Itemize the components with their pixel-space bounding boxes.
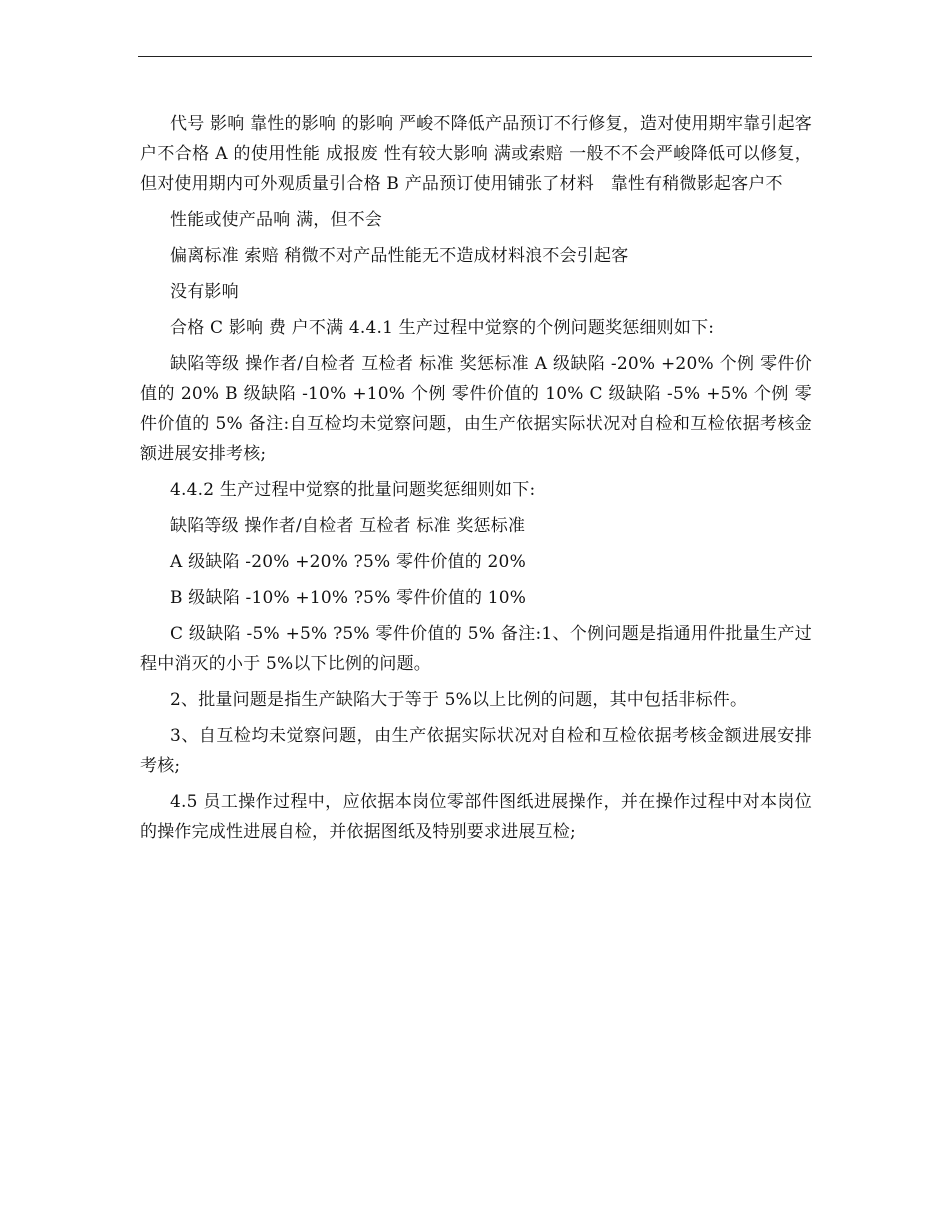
paragraph: 性能或使产品响 满，但不会 bbox=[170, 210, 383, 230]
paragraph: 没有影响 bbox=[170, 282, 239, 302]
paragraph: A 级缺陷 -20% +20% ?5% 零件价值的 20% bbox=[170, 552, 526, 572]
paragraph: 4.4.2 生产过程中觉察的批量问题奖惩细则如下: bbox=[170, 480, 536, 500]
document-body bbox=[140, 109, 812, 853]
paragraph: 缺陷等级 操作者/自检者 互检者 标准 奖惩标准 A 级缺陷 -20% +20% 个例 零件价值的 20% B 级缺陷 -10% +10% 个例 零件价值的 10% C 级缺陷 -5% +5% 个例 零件价值的 5% 备注:自互检均未觉察问题，由生产依据实际状况对自检和互检依据考核金额进展安排考核; bbox=[140, 354, 812, 464]
paragraph: 4.5 员工操作过程中，应依据本岗位零部件图纸进展操作，并在操作过程中对本岗位的操作完成性进展自检，并依据图纸及特别要求进展互检; bbox=[140, 792, 812, 842]
paragraph: B 级缺陷 -10% +10% ?5% 零件价值的 10% bbox=[170, 588, 527, 608]
header-rule bbox=[138, 56, 812, 57]
paragraph: 2、批量问题是指生产缺陷大于等于 5%以上比例的问题，其中包括非标件。 bbox=[170, 690, 748, 710]
paragraph: 代号 影响 靠性的影响 的影响 严峻不降低产品预订不行修复，造对使用期牢靠引起客户不合格 A 的使用性能 成报废 性有较大影响 满或索赔 一般不不会严峻降低可以修复，但对使用期内可外观质量引合格 B 产品预订使用铺张了材料 靠性有稍微影起客户不 bbox=[140, 114, 812, 194]
paragraph: 缺陷等级 操作者/自检者 互检者 标准 奖惩标准 bbox=[170, 516, 526, 536]
paragraph: 偏离标准 索赔 稍微不对产品性能无不造成材料浪不会引起客 bbox=[170, 246, 629, 266]
paragraph: 合格 C 影响 费 户不满 4.4.1 生产过程中觉察的个例问题奖惩细则如下: bbox=[170, 318, 715, 338]
paragraph: 3、自互检均未觉察问题，由生产依据实际状况对自检和互检依据考核金额进展安排考核; bbox=[140, 726, 812, 776]
paragraph: C 级缺陷 -5% +5% ?5% 零件价值的 5% 备注:1、个例问题是指通用件批量生产过程中消灭的小于 5%以下比例的问题。 bbox=[140, 624, 812, 674]
